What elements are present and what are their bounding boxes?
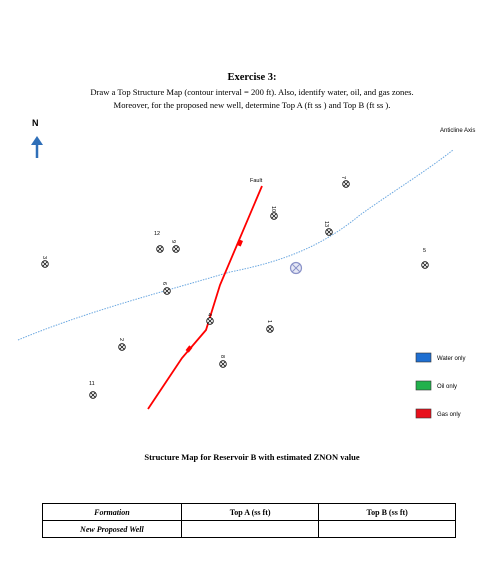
- well-label: 13: [323, 221, 329, 228]
- exercise-title: Exercise 3:: [227, 72, 277, 83]
- north-arrow-icon: [31, 136, 43, 158]
- legend-label: Water only: [437, 356, 466, 362]
- well-label: 5: [423, 248, 427, 254]
- fault-label: Fault: [250, 178, 263, 184]
- instructions-line-1: Draw a Top Structure Map (contour interval = 200 ft). Also, identify water, oil, and gas zones.: [90, 87, 414, 97]
- tops-table: [42, 503, 456, 538]
- legend-swatch: [416, 381, 431, 390]
- map-caption: Structure Map for Reservoir B with estimated ZNON value: [144, 452, 360, 462]
- anticline-axis: [18, 150, 453, 340]
- well-label: 10: [270, 206, 276, 213]
- row-label-new-well: New Proposed Well: [43, 521, 182, 538]
- header-top-a: Top A (ss ft): [181, 504, 319, 521]
- header-formation: Formation: [43, 504, 182, 521]
- instructions-line-2: Moreover, for the proposed new well, determine Top A (ft ss ) and Top B (ft ss ).: [113, 100, 391, 110]
- well-4: [206, 313, 213, 324]
- well-label: 6: [161, 282, 167, 286]
- anticline-axis-label: Anticline Axis: [440, 128, 476, 134]
- header-top-b: Top B (ss ft): [319, 504, 456, 521]
- legend-swatch: [416, 409, 431, 418]
- legend-label: Oil only: [437, 384, 458, 390]
- well-3: [41, 256, 48, 267]
- well-label: 9: [170, 240, 176, 244]
- fault-line: [148, 186, 262, 409]
- legend-label: Gas only: [437, 412, 461, 418]
- well-5: [422, 248, 429, 268]
- legend-item: [416, 353, 465, 362]
- well-label: 1: [266, 320, 272, 324]
- table-row: [43, 521, 456, 538]
- well-label: 7: [340, 176, 346, 180]
- well-12: [154, 231, 163, 252]
- well-label: 3: [41, 256, 47, 260]
- legend-item: [416, 409, 461, 418]
- well-13: [323, 221, 332, 235]
- well-label: 2: [118, 338, 124, 342]
- legend-item: [416, 381, 457, 390]
- well-7: [340, 176, 349, 187]
- legend-swatch: [416, 353, 431, 362]
- well-label: 12: [154, 231, 161, 237]
- top-b-input-cell[interactable]: [319, 521, 456, 538]
- well-label: 11: [89, 381, 95, 387]
- well-label: 8: [219, 355, 225, 359]
- well-label: 4: [206, 313, 212, 317]
- proposed-well-icon: [291, 263, 302, 274]
- well-8: [219, 355, 226, 367]
- well-11: [89, 381, 96, 398]
- top-a-input-cell[interactable]: [181, 521, 319, 538]
- north-label: N: [32, 118, 39, 128]
- table-header-row: [43, 504, 456, 521]
- well-6: [161, 282, 170, 294]
- well-2: [118, 338, 125, 350]
- well-1: [266, 320, 273, 332]
- well-9: [170, 240, 179, 252]
- well-10: [270, 206, 277, 219]
